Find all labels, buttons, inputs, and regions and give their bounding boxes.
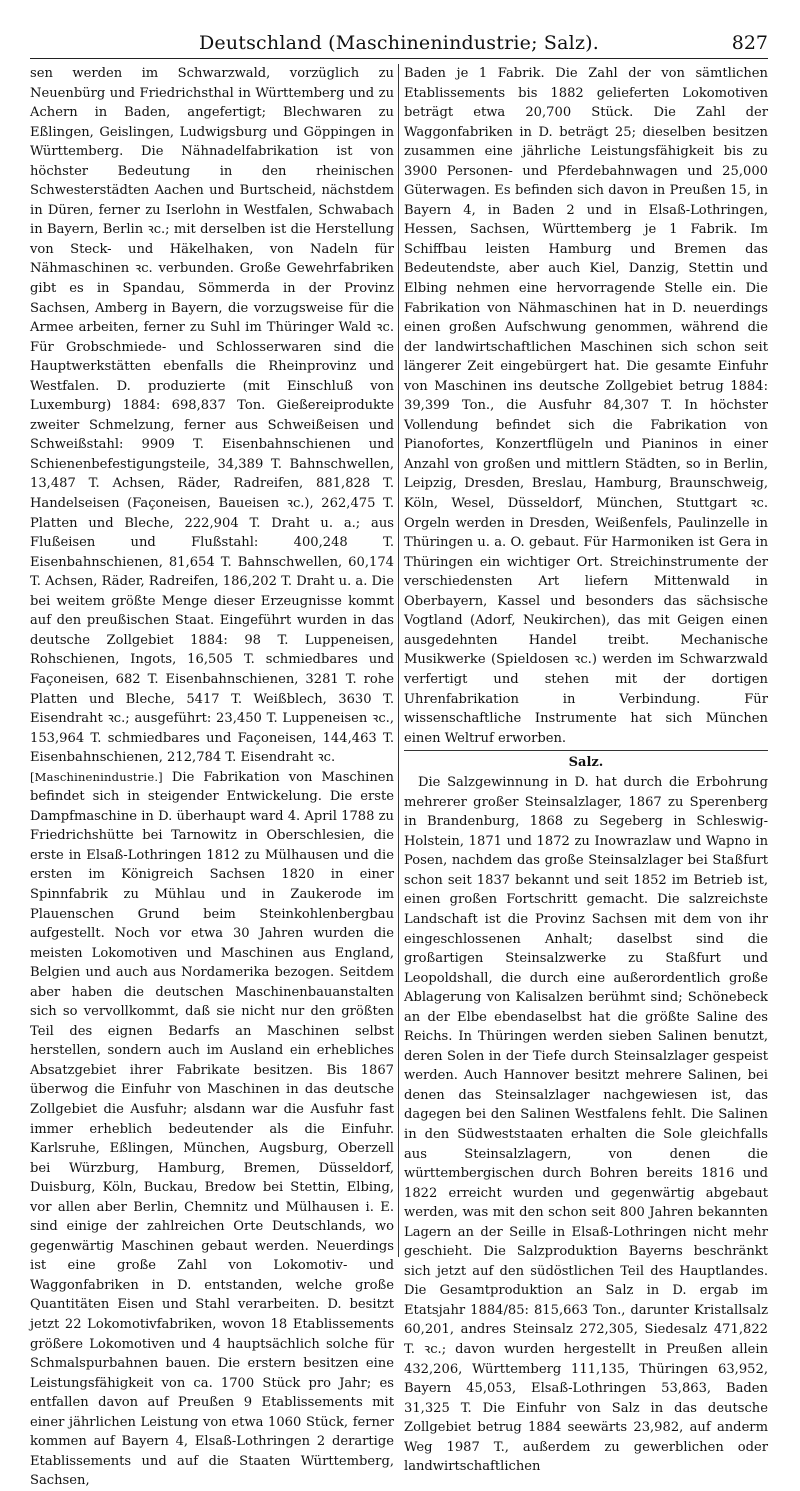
section-tag-maschinenindustrie: [Maschinenindustrie.] [30, 769, 163, 784]
section-divider [404, 750, 768, 751]
paragraph-salz: Die Salzgewinnung in D. hat durch die Erbohrung mehrerer großer Steinsalzlager, 1867 zu Sperenberg in Brandenburg, 1868 zu Segeberg in Schleswig-Holstein, 1871 und 1872 zu Inowrazlaw und Wapno in Posen, nachdem das große Steinsalzlager bei Staßfurt schon seit 1837 bekannt und seit 1852 im Betrieb ist, einen großen Fortschritt gemacht. Die salzreichste Landschaft ist die Provinz Sachsen mit dem von ihr eingeschlossenen Anhalt; daselbst sind die großartigen Steinsalzwerke zu Staßfurt und Leopoldshall, die durch eine außerordentlich große Ablagerung von Kalisalzen berühmt sind; Schönebeck an der Elbe ebendaselbst hat die größte Saline des Reichs. In Thüringen werden sieben Salinen benutzt, deren Solen in der Tiefe durch Steinsalzlager gespeist werden. Auch Hannover besitzt mehrere Salinen, bei denen das Steinsalzlager nachgewiesen ist, das dagegen bei den Salinen Westfalens fehlt. Die Salinen in den Südweststaaten erhalten die Sole gleichfalls aus Steinsalzlagern, von denen die württembergischen durch Bohren bereits 1816 und 1822 erreicht wurden und gegenwärtig abgebaut werden, was mit den schon seit 800 Jahren bekannten Lagern an der Seille in Elsaß-Lothringen nicht mehr geschieht. Die Salzproduktion Bayerns beschränkt sich jetzt auf den südöstlichen Teil des Hauptlandes. Die Gesamtproduktion an Salz in D. ergab im Etatsjahr 1884/85: 815,663 Ton., darunter Kristallsalz 60,201, andres Steinsalz 272,305, Siedesalz 471,822 T. ꝛc.; davon wurden hergestellt in Preußen allein 432,206, Württemberg 111,135, Thüringen 63,952, Bayern 45,053, Elsaß-Lothringen 53,863, Baden 31,325 T. Die Einfuhr von Salz in das deutsche Zollgebiet betrug 1884 seewärts 23,982, auf anderm Weg 1987 T., außerdem zu gewerblichen oder landwirtschaftlichen [404, 775, 768, 1475]
text-columns [30, 64, 768, 1489]
section-title-salz: Salz. [568, 755, 604, 771]
running-head: Deutschland (Maschinenindustrie; Salz). [198, 32, 600, 54]
paragraph-eisenwaren: sen werden im Schwarzwald, vorzüglich zu Neuenbürg und Friedrichsthal in Württemberg und zu Achern in Baden, angefertigt; Blechwaren zu Eßlingen, Geislingen, Ludwigsburg und Göppingen in Württemberg. Die Nähnadelfabrikation ist von höchster Bedeutung in den rheinischen Schwesterstädten Aachen und Burtscheid, nächstdem in Düren, ferner zu Iserlohn in Westfalen, Schwabach in Bayern, Berlin ꝛc.; mit derselben ist die Herstellung von Steck- und Häkelhaken, von Nadeln für Nähmaschinen ꝛc. verbunden. Große Gewehrfabriken gibt es in Spandau, Sömmerda in der Provinz Sachsen, Amberg in Bayern, die vorzugsweise für die Armee arbeiten, ferner zu Suhl im Thüringer Wald ꝛc. Für Grobschmiede- und Schlosserwaren sind die Hauptwerkstätten ebenfalls die Rheinprovinz und Westfalen. D. produzierte (mit Einschluß von Luxemburg) 1884: 698,837 Ton. Gießereiprodukte zweiter Schmelzung, ferner aus Schweißeisen und Schweißstahl: 9909 T. Eisenbahnschienen und Schienenbefestigungsteile, 34,389 T. Bahnschwellen, 13,487 T. Achsen, Räder, Radreifen, 881,828 T. Handelseisen (Façoneisen, Baueisen ꝛc.), 262,475 T. Platten und Bleche, 222,904 T. Draht u. a.; aus Flußeisen und Flußstahl: 400,248 T. Eisenbahnschienen, 81,654 T. Bahnschwellen, 60,174 T. Achsen, Räder, Radreifen, 186,202 T. Draht u. a. Die bei weitem größte Menge dieser Erzeugnisse kommt auf den preußischen Staat. Eingeführt wurden in das deutsche Zollgebiet 1884: 98 T. Luppeneisen, Rohschienen, Ingots, 16,505 T. schmiedbares und Façoneisen, 682 T. Eisenbahnschienen, 3281 T. rohe Platten und Bleche, 5417 T. Weißblech, 3630 T. Eisendraht ꝛc.; ausgeführt: 23,450 T. Luppeneisen ꝛc., 153,964 T. schmiedbares und Façoneisen, 144,463 T. Eisenbahnschienen, 212,784 T. Eisendraht ꝛc. [30, 66, 394, 766]
left-column [30, 64, 394, 1489]
column-rule [398, 64, 399, 1257]
page-number: 827 [731, 32, 768, 54]
right-column [404, 64, 768, 1475]
page-header [30, 30, 768, 59]
paragraph-maschinenindustrie-text: Die Fabrikation von Maschinen befindet sich in steigender Entwickelung. Die erste Dampfmaschine in D. überhaupt ward 4. April 1788 zu Friedrichshütte bei Tarnowitz in Oberschlesien, die erste in Elsaß-Lothringen 1812 zu Mülhausen und die ersten im Königreich Sachsen 1820 in einer Spinnfabrik zu Mühlau und in Zaukerode im Plauenschen Grund beim Steinkohlenbergbau aufgestellt. Noch vor etwa 30 Jahren wurden die meisten Lokomotiven und Maschinen aus England, Belgien und auch aus Nordamerika bezogen. Seitdem aber haben die deutschen Maschinenbauanstalten sich so vervollkommt, daß sie nicht nur den größten Teil des eignen Bedarfs an Maschinen selbst herstellen, sondern auch im Ausland ein erhebliches Absatzgebiet ihrer Fabrikate besitzen. Bis 1867 überwog die Einfuhr von Maschinen in das deutsche Zollgebiet die Ausfuhr; alsdann war die Ausfuhr fast immer erheblich bedeutender als die Einfuhr. Karlsruhe, Eßlingen, München, Augsburg, Oberzell bei Würzburg, Hamburg, Bremen, Düsseldorf, Duisburg, Köln, Buckau, Bredow bei Stettin, Elbing, vor allen aber Berlin, Chemnitz und Mülhausen i. E. sind einige der zahlreichen Orte Deutschlands, wo gegenwärtig Maschinen gebaut werden. Neuerdings ist eine große Zahl von Lokomotiv- und Waggonfabriken in D. entstanden, welche große Quantitäten Eisen und Stahl verarbeiten. D. besitzt jetzt 22 Lokomotivfabriken, wovon 18 Etablissements größere Lokomotiven und 4 hauptsächlich solche für Schmalspurbahnen bauen. Die erstern besitzen eine Leistungsfähigkeit von ca. 1700 Stück pro Jahr; es entfallen davon auf Preußen 9 Etablissements mit einer jährlichen Leistung von etwa 1060 Stück, ferner kommen auf Bayern 4, Elsaß-Lothringen 2 derartige Etablissements und auf die Staaten Württemberg, Sachsen, [30, 769, 394, 1489]
paragraph-fahrzeuge-instrumente: Baden je 1 Fabrik. Die Zahl der von sämtlichen Etablissements bis 1882 gelieferten Lokomotiven beträgt etwa 20,700 Stück. Die Zahl der Waggonfabriken in D. beträgt 25; dieselben besitzen zusammen eine jährliche Leistungsfähigkeit bis zu 3900 Personen- und Pferdebahnwagen und 25,000 Güterwagen. Es befinden sich davon in Preußen 15, in Bayern 4, in Baden 2 und in Elsaß-Lothringen, Hessen, Sachsen, Württemberg je 1 Fabrik. Im Schiffbau leisten Hamburg und Bremen das Bedeutendste, aber auch Kiel, Danzig, Stettin und Elbing nehmen eine hervorragende Stelle ein. Die Fabrikation von Nähmaschinen hat in D. neuerdings einen großen Aufschwung genommen, während die der landwirtschaftlichen Maschinen sich schon seit längerer Zeit eingebürgert hat. Die gesamte Einfuhr von Maschinen ins deutsche Zollgebiet betrug 1884: 39,399 Ton., die Ausfuhr 84,307 T. In höchster Vollendung befindet sich die Fabrikation von Pianofortes, Konzertflügeln und Pianinos in einer Anzahl von großen und mittlern Städten, so in Berlin, Leipzig, Dresden, Breslau, Hamburg, Braunschweig, Köln, Wesel, Düsseldorf, München, Stuttgart ꝛc. Orgeln werden in Dresden, Weißenfels, Paulinzelle in Thüringen u. a. O. gebaut. Für Harmoniken ist Gera in Thüringen ein wichtiger Ort. Streichinstrumente der verschiedensten Art liefern Mittenwald in Oberbayern, Kassel und besonders das sächsische Vogtland (Adorf, Neukirchen), das mit Geigen einen ausgedehnten Handel treibt. Mechanische Musikwerke (Spieldosen ꝛc.) werden im Schwarzwald verfertigt und stehen mit der dortigen Uhrenfabrikation in Verbindung. Für wissenschaftliche Instrumente hat sich München einen Weltruf erworben. [404, 66, 768, 746]
paragraph-maschinenindustrie [30, 768, 394, 1491]
